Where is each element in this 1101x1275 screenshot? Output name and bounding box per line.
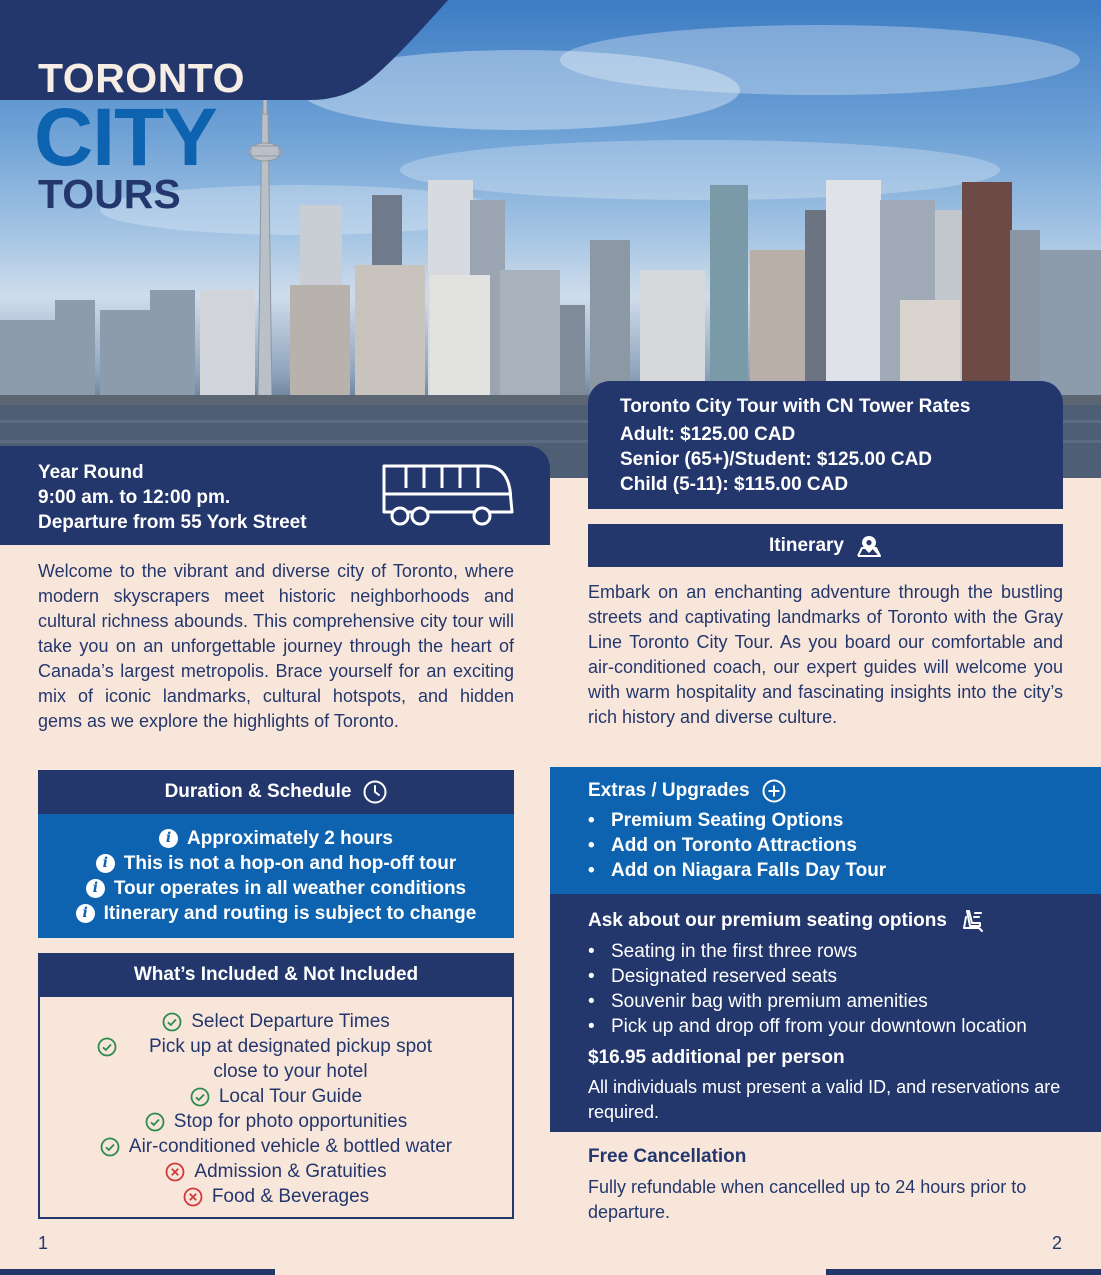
bottom-right-strip (826, 1269, 1101, 1275)
premium-heading: Ask about our premium seating options (588, 910, 947, 931)
check-circle-icon (100, 1137, 120, 1157)
info-icon: i (96, 854, 115, 873)
list-item: • Designated reserved seats (588, 964, 1101, 989)
list-item: Pick up at designated pickup spot close to your hotel (40, 1034, 512, 1084)
list-item: Select Departure Times (40, 1009, 512, 1034)
list-item: i Approximately 2 hours (38, 826, 514, 851)
check-circle-icon (97, 1037, 117, 1057)
list-item: • Seating in the first three rows (588, 939, 1101, 964)
check-circle-icon (162, 1012, 182, 1032)
x-circle-icon (165, 1162, 185, 1182)
list-item: Local Tour Guide (40, 1084, 512, 1109)
schedule-box (38, 770, 514, 938)
list-item: i This is not a hop-on and hop-off tour (38, 851, 514, 876)
list-item: • Add on Niagara Falls Day Tour (588, 858, 1101, 883)
intro-paragraph: Welcome to the vibrant and diverse city of Toronto, where modern skyscrapers meet historic neighborhoods and cultural richness abounds. This comprehensive city tour will take you on an unforgettable journey through the heart of Canada’s largest metropolis. Brace yourself for an exciting mix of iconic landmarks, cultural hotspots, and hidden gems as we explore the highlights of Toronto. (38, 561, 514, 731)
list-item: Food & Beverages (40, 1184, 512, 1209)
list-item: Stop for photo opportunities (40, 1109, 512, 1134)
premium-price: $16.95 additional per person (588, 1047, 845, 1068)
schedule-list (38, 814, 514, 938)
bus-icon (378, 460, 516, 528)
hours-text: 9:00 am. to 12:00 pm. (38, 487, 231, 508)
premium-box (550, 894, 1101, 1132)
departure-text: Departure from 55 York Street (38, 512, 307, 533)
info-icon: i (86, 879, 105, 898)
clock-icon (363, 780, 387, 804)
list-item: Admission & Gratuities (40, 1159, 512, 1184)
list-item: i Tour operates in all weather conditions (38, 876, 514, 901)
rate-line: Senior (65+)/Student: $125.00 CAD (620, 449, 933, 470)
extras-heading: Extras / Upgrades (588, 780, 750, 801)
map-pin-icon (856, 534, 882, 558)
schedule-heading: Duration & Schedule (164, 781, 352, 802)
list-item: i Itinerary and routing is subject to change (38, 901, 514, 926)
check-circle-icon (145, 1112, 165, 1132)
page-number-left: 1 (38, 1233, 49, 1253)
title-toronto: TORONTO (38, 55, 245, 101)
included-box (38, 953, 514, 1219)
rates-box (588, 381, 1063, 509)
premium-note: All individuals must present a valid ID, and reservations are required. (588, 1077, 1061, 1122)
list-item: • Pick up and drop off from your downtown location (588, 1014, 1101, 1039)
list-item: • Add on Toronto Attractions (588, 833, 1101, 858)
included-header (38, 953, 514, 997)
season-text: Year Round (38, 462, 144, 483)
schedule-header (38, 770, 514, 814)
list-item: • Premium Seating Options (588, 808, 1101, 833)
included-heading: What’s Included & Not Included (133, 964, 419, 985)
page-number-right: 2 (1052, 1233, 1063, 1253)
info-icon: i (159, 829, 178, 848)
cancellation-text: Fully refundable when cancelled up to 24 hours prior to departure. (588, 1177, 1027, 1222)
itinerary-paragraph: Embark on an enchanting adventure through the bustling streets and captivating landmarks of Toronto with the Gray Line Toronto City Tour. As you board our comfortable and air-conditioned coach, our expert guides will welcome you with warm hospitality and fascinating insights into the city’s rich history and diverse culture. (588, 582, 1063, 727)
list-item: • Souvenir bag with premium amenities (588, 989, 1101, 1014)
title-city: CITY (34, 92, 217, 183)
info-icon: i (76, 904, 95, 923)
itinerary-header (588, 524, 1063, 567)
extras-list (588, 808, 1101, 883)
extras-box (550, 767, 1101, 894)
rates-heading: Toronto City Tour with CN Tower Rates (620, 396, 971, 417)
list-item: Air-conditioned vehicle & bottled water (40, 1134, 512, 1159)
premium-list (588, 939, 1101, 1039)
plus-circle-icon (762, 779, 786, 803)
seat-icon (959, 908, 985, 934)
included-list (38, 997, 514, 1219)
itinerary-heading: Itinerary (769, 534, 844, 556)
x-circle-icon (183, 1187, 203, 1207)
title-tours: TOURS (38, 171, 181, 217)
rate-line: Adult: $125.00 CAD (620, 424, 796, 445)
rate-line: Child (5-11): $115.00 CAD (620, 474, 849, 495)
bottom-left-strip (0, 1269, 275, 1275)
cancellation-heading: Free Cancellation (588, 1146, 747, 1167)
check-circle-icon (190, 1087, 210, 1107)
